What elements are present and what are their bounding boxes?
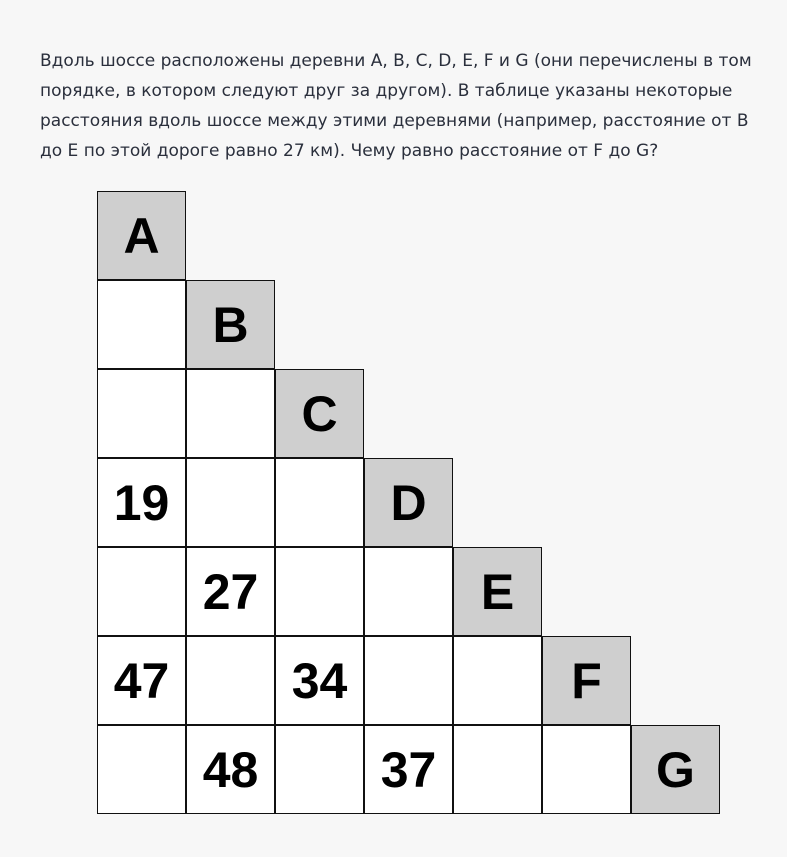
distance-table [97,191,723,811]
distance-cell-e-g [453,725,542,814]
village-header-e: E [453,547,542,636]
village-header-d: D [364,458,453,547]
distance-cell-a-b [97,280,186,369]
distance-cell-b-d [186,458,275,547]
distance-cell-d-f [364,636,453,725]
distance-cell-c-g [275,725,364,814]
village-header-g: G [631,725,720,814]
distance-cell-a-d: 19 [97,458,186,547]
distance-cell-c-f: 34 [275,636,364,725]
distance-cell-c-d [275,458,364,547]
distance-cell-d-e [364,547,453,636]
distance-cell-f-g [542,725,631,814]
distance-cell-b-c [186,369,275,458]
village-header-a: A [97,191,186,280]
distance-cell-b-f [186,636,275,725]
distance-cell-a-c [97,369,186,458]
distance-cell-d-g: 37 [364,725,453,814]
village-header-f: F [542,636,631,725]
distance-cell-a-e [97,547,186,636]
distance-cell-b-g: 48 [186,725,275,814]
distance-cell-b-e: 27 [186,547,275,636]
village-header-b: B [186,280,275,369]
distance-cell-c-e [275,547,364,636]
village-header-c: C [275,369,364,458]
distance-cell-a-g [97,725,186,814]
distance-cell-a-f: 47 [97,636,186,725]
distance-cell-e-f [453,636,542,725]
problem-text: Вдоль шоссе расположены деревни A, B, C, D, E, F и G (они перечислены в том порядке, в котором следуют друг за другом). В таблице указаны некоторые расстояния вдоль шоссе между этими деревнями (например, расстояние от B до E по этой дороге равно 27 км). Чему равно расстояние от F до G? [40,51,752,161]
